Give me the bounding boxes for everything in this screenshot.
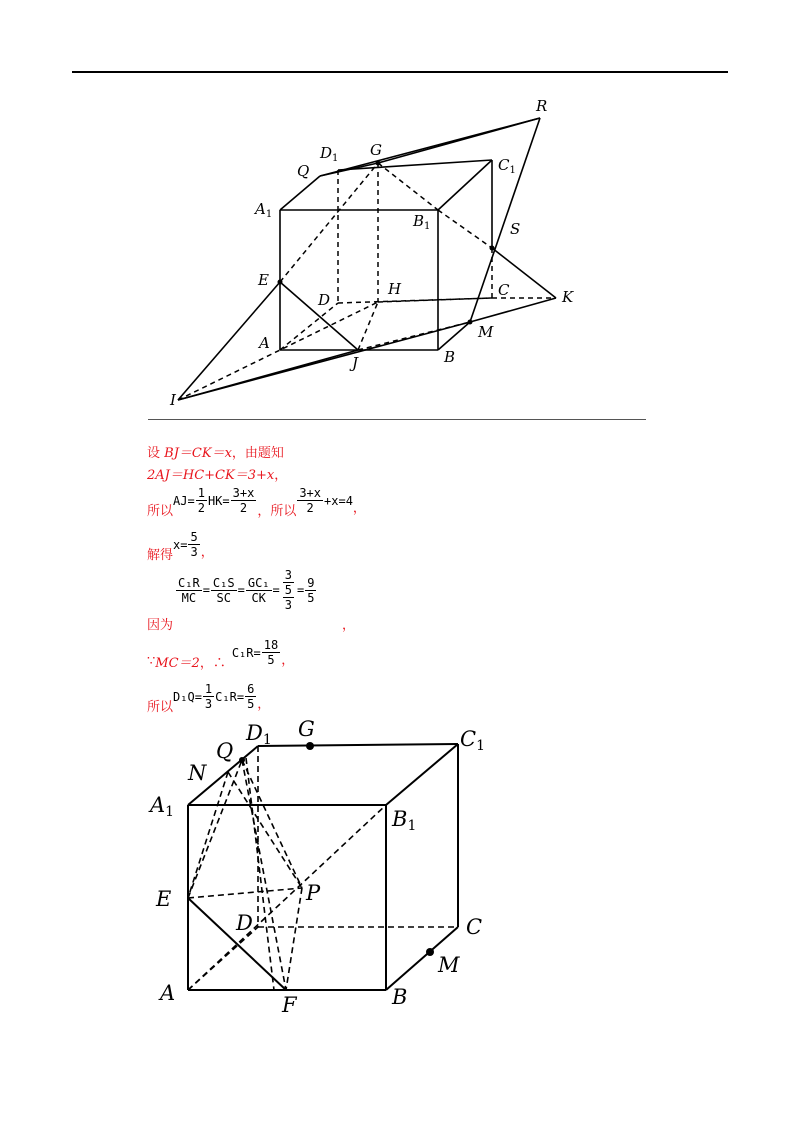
dash-b1-s: [438, 210, 492, 248]
edge-b1-c1: [438, 160, 492, 210]
label-a1: $A_1$: [255, 200, 273, 220]
label-a: A: [259, 334, 270, 352]
solution-line-2: 2AJ＝HC+CK＝3+x，: [147, 468, 288, 483]
solution-line-7: ∵ MC＝2 ，∴ C₁R= $\frac{18}{5}$ ，: [147, 638, 295, 671]
line-i-j: [178, 350, 358, 400]
label-m: M: [438, 953, 460, 977]
label-f: F: [282, 993, 297, 1017]
point-s: [490, 246, 495, 251]
edge-a1-q: [280, 176, 320, 210]
label-c1: $C_1$: [498, 156, 516, 176]
dash-e-p: [188, 888, 302, 898]
label-n: N: [188, 761, 207, 785]
label-c1: C1: [460, 727, 485, 754]
point-e: [278, 280, 283, 285]
figure-1-cube-section: [0, 0, 800, 420]
label-c: C: [498, 281, 510, 299]
dash-n-p: [228, 772, 302, 888]
solution-line-4: 解得 x= $\frac{5}{3}$ ，: [147, 530, 214, 563]
label-b: B: [392, 985, 408, 1009]
label-d: D: [236, 911, 253, 935]
point-q: [239, 757, 245, 763]
solution-line-8: 所以 D₁Q= $\frac{1}{3}$ C₁R= $\frac{6}{5}$ ，: [147, 682, 271, 715]
solution-line-5: $\frac{\text{C₁R}}{MC}$ = $\frac{\text{C₁S}}{SC}$ = $\frac{\text{GC₁}}{CK}$ = $\frac{3}{\frac{5}{3}}$ = $\frac{9}{5}$: [178, 568, 315, 612]
separator: [148, 419, 646, 420]
line-k-m: [470, 298, 556, 322]
dash-a-d: [280, 303, 338, 350]
label-g: G: [298, 717, 315, 741]
point-m: [426, 948, 434, 956]
label-h: H: [388, 280, 402, 298]
edge-d1-c1: [258, 744, 458, 746]
figure-2-cube-pyramid: [0, 712, 800, 1032]
label-b1: B1: [392, 807, 417, 834]
label-a: A: [160, 981, 176, 1005]
dash-i-h: [178, 302, 378, 400]
label-d1: D1: [246, 721, 272, 748]
label-b: B: [444, 348, 456, 366]
label-g: G: [370, 141, 382, 159]
dash-g-b1: [378, 163, 438, 210]
solution-line-1: 设 BJ＝CK＝x，由题知: [147, 446, 284, 461]
dash-e-g: [280, 163, 378, 282]
edge-b1-c1: [386, 744, 458, 805]
label-s: S: [510, 220, 521, 238]
label-e: E: [258, 271, 269, 289]
label-j: J: [352, 354, 359, 372]
label-m: M: [478, 323, 494, 341]
dash-n-e: [188, 772, 228, 898]
label-q: Q: [216, 739, 234, 763]
label-a1: A1: [150, 793, 175, 820]
dash-p-f: [286, 888, 302, 990]
dash-a-b1: [188, 805, 386, 990]
label-q: Q: [297, 162, 310, 180]
label-p: P: [306, 881, 321, 905]
label-c: C: [466, 915, 483, 939]
point-m: [468, 320, 473, 325]
label-r: R: [536, 97, 548, 115]
point-g: [306, 742, 314, 750]
solution-line-3: 所以 AJ= $\frac{1}{2}$ HK= $\frac{3+x}{2}$ ，所以 $\frac{3+x}{2}$ +x=4 ，: [147, 486, 366, 519]
solution-line-6: 因为 ，: [147, 618, 356, 633]
label-d1: $D_1$: [320, 144, 339, 164]
label-d: D: [318, 291, 331, 309]
dash-j-h: [358, 302, 378, 350]
point-g: [376, 161, 381, 166]
label-b1: $B_1$: [413, 212, 431, 232]
label-k: K: [562, 288, 574, 306]
dash-q-p: [242, 760, 302, 888]
label-e: E: [156, 887, 172, 911]
label-i: I: [170, 391, 176, 409]
